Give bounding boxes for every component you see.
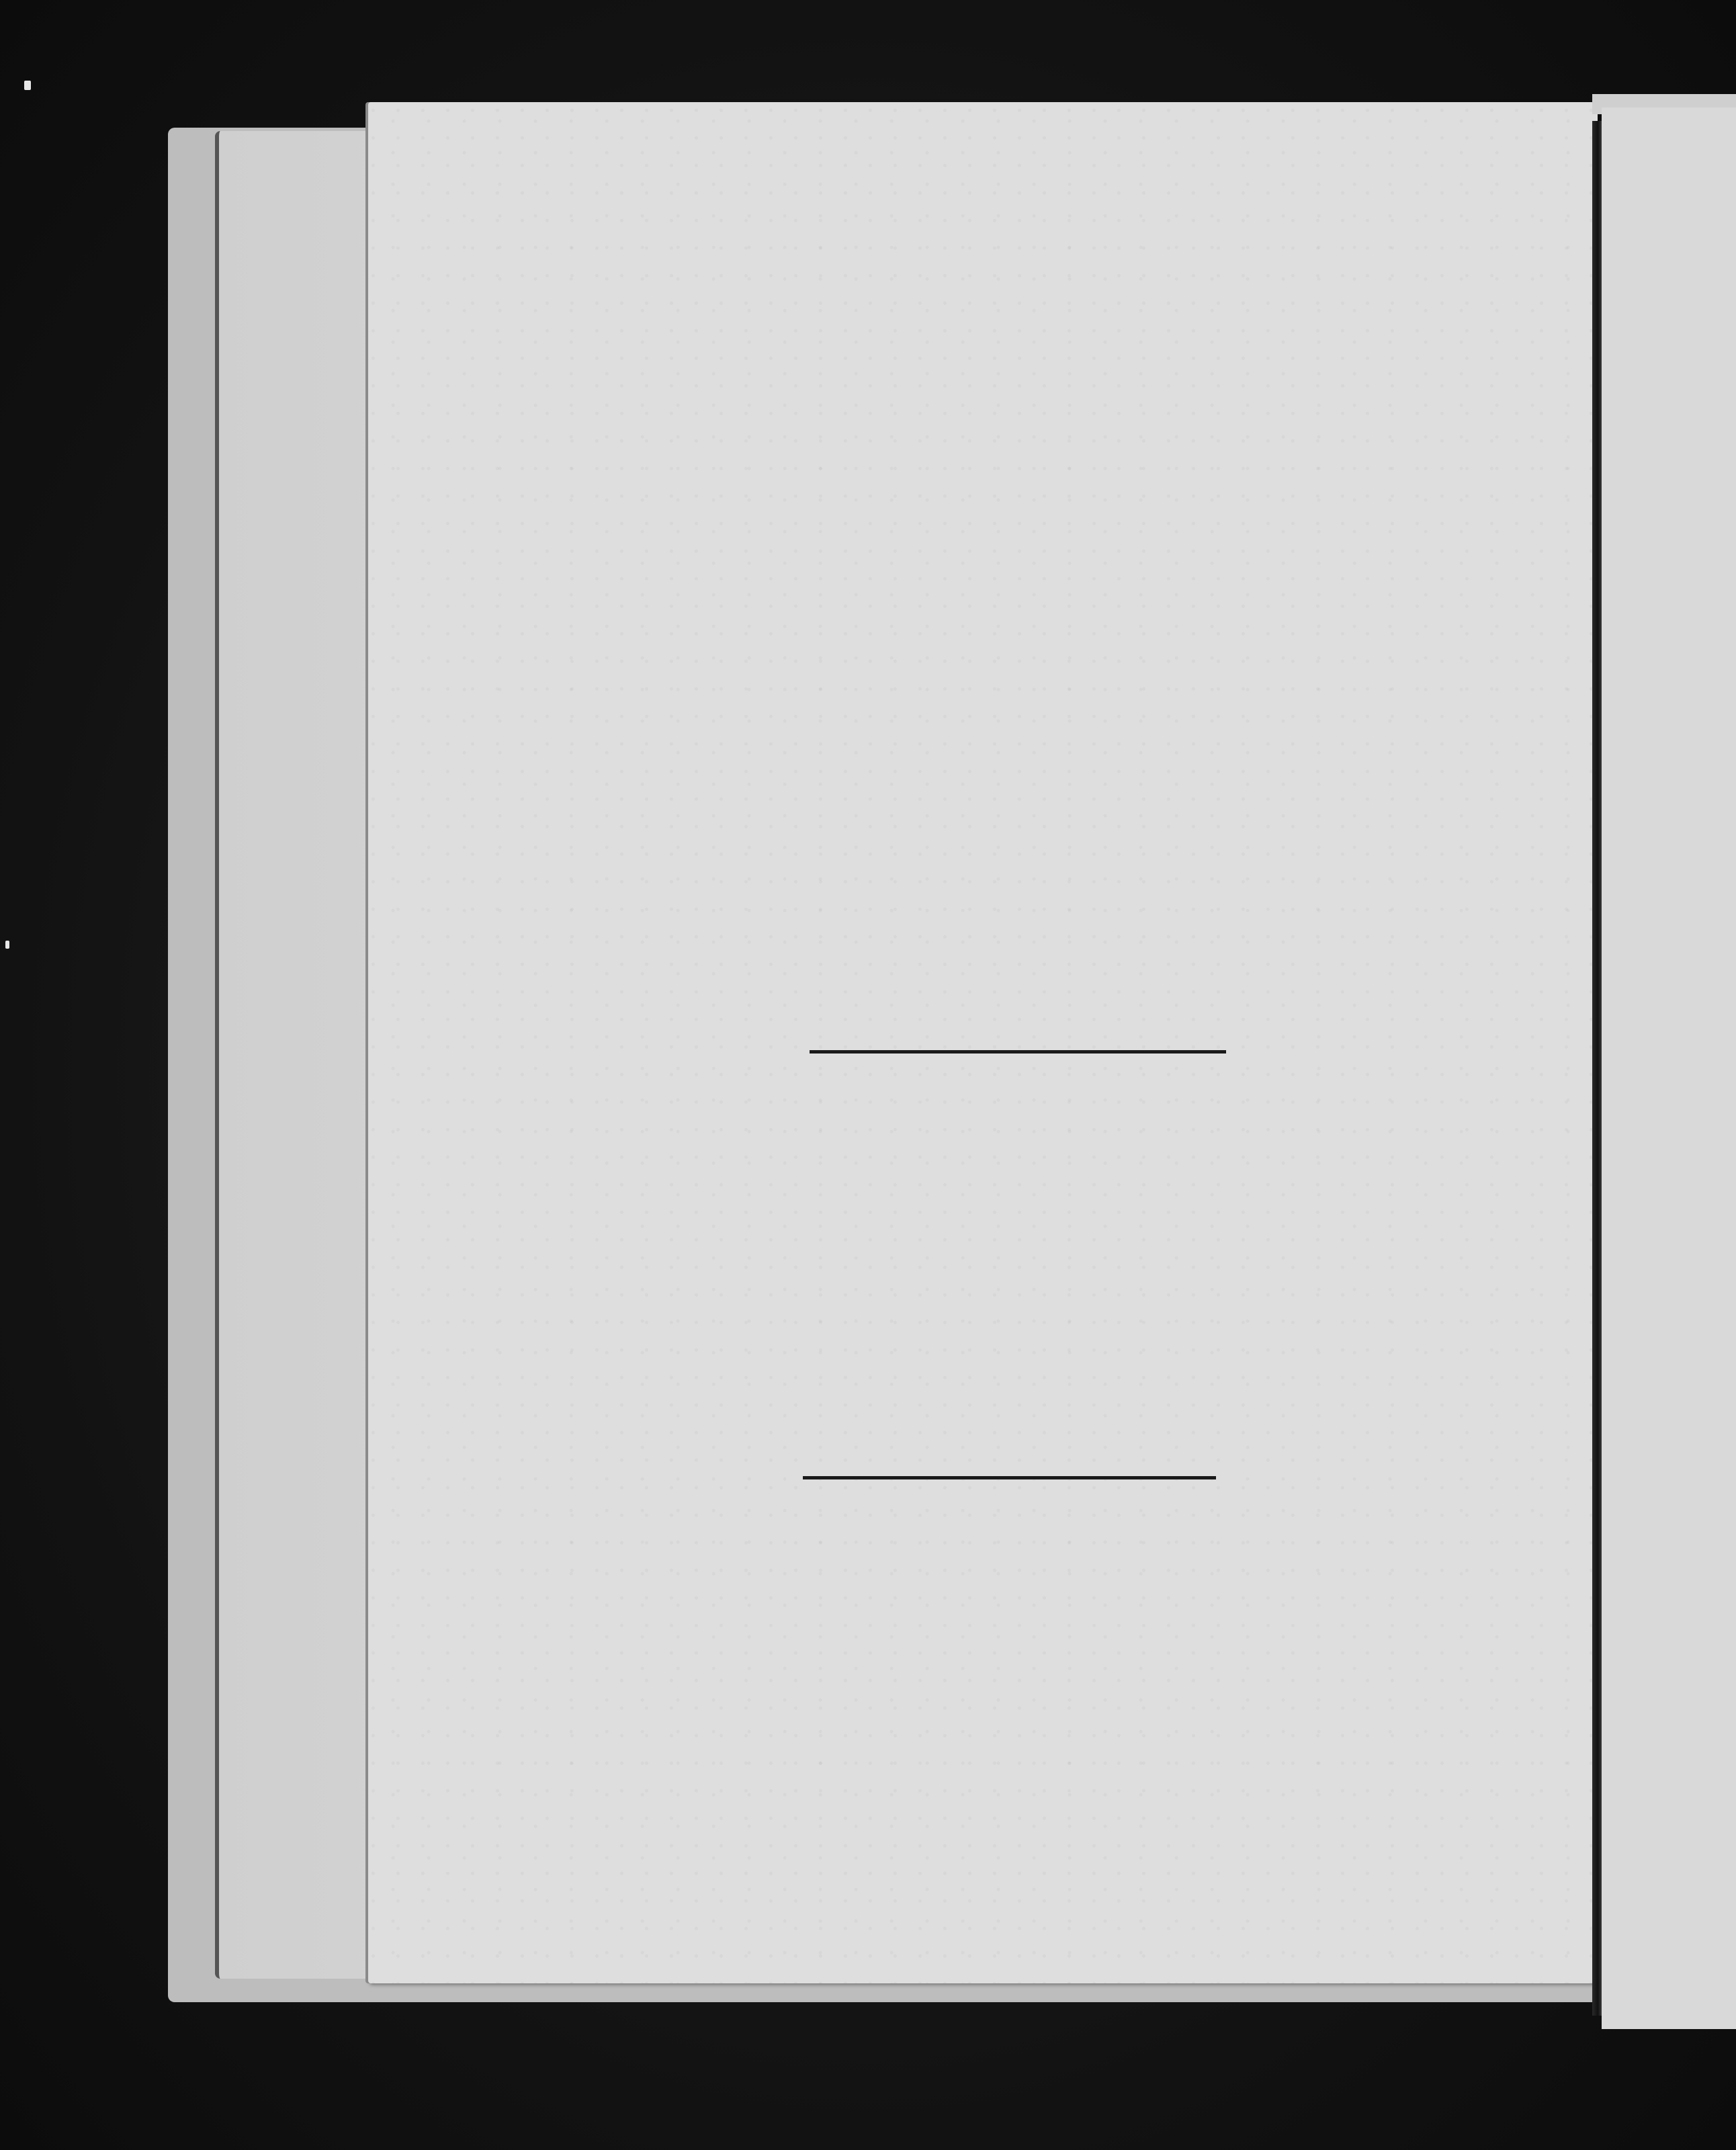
scan-speck (5, 941, 9, 949)
divider-rule (803, 1476, 1216, 1479)
facing-page (1602, 108, 1736, 2029)
book-page (368, 102, 1598, 1983)
divider-rule (810, 1050, 1226, 1054)
scan-speck (24, 81, 31, 90)
book-gutter (1592, 121, 1602, 2016)
